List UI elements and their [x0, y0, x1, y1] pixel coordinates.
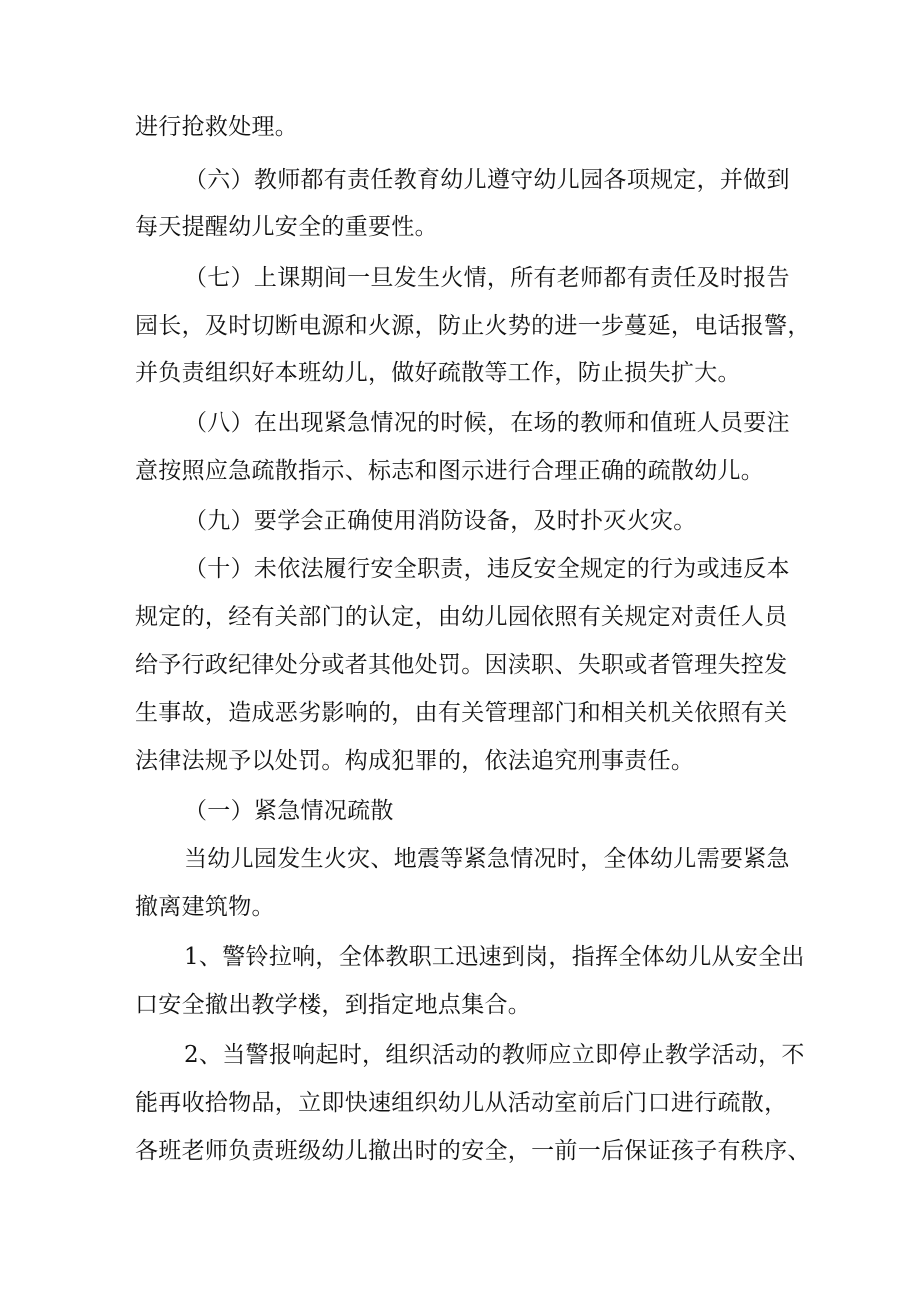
text-line: 能再收拾物品，立即快速组织幼儿从活动室前后门口进行疏散，: [135, 1090, 788, 1116]
text-line: 生事故，造成恶劣影响的，由有关管理部门和相关机关依照有关: [135, 700, 788, 726]
paragraph-six: （六）教师都有责任教育幼儿遵守幼儿园各项规定，并做到: [184, 167, 790, 193]
text-line: 撤离建筑物。: [135, 894, 275, 920]
paragraph-ten: （十）未依法履行安全职责，违反安全规定的行为或违反本: [184, 556, 790, 582]
paragraph-evacuation-intro: 当幼儿园发生火灾、地震等紧急情况时，全体幼儿需要紧急: [184, 846, 790, 872]
text-line: 各班老师负责班级幼儿撤出时的安全，一前一后保证孩子有秩序、: [135, 1138, 811, 1164]
text-line: 给予行政纪律处分或者其他处罚。因渎职、失职或者管理失控发: [135, 652, 788, 678]
text-line: 并负责组织好本班幼儿，做好疏散等工作，防止损失扩大。: [135, 360, 741, 386]
text-line: 规定的，经有关部门的认定，由幼儿园依照有关规定对责任人员: [135, 604, 788, 630]
paragraph-eight: （八）在出现紧急情况的时候，在场的教师和值班人员要注: [184, 410, 790, 436]
section-heading-emergency-evacuation: （一）紧急情况疏散: [184, 798, 394, 824]
item-one: 1、警铃拉响，全体教职工迅速到岗，指挥全体幼儿从安全出: [184, 944, 805, 970]
text-line: 园长，及时切断电源和火源，防止火势的进一步蔓延，电话报警，: [135, 313, 811, 339]
text-line: 法律法规予以处罚。构成犯罪的，依法追究刑事责任。: [135, 748, 695, 774]
text-line: 每天提醒幼儿安全的重要性。: [135, 214, 438, 240]
text-line: 口安全撤出教学楼，到指定地点集合。: [135, 992, 532, 1018]
text-line: 进行抢救处理。: [135, 114, 299, 140]
text-line: 意按照应急疏散指示、标志和图示进行合理正确的疏散幼儿。: [135, 458, 765, 484]
item-two: 2、当警报响起时，组织活动的教师应立即停止教学活动，不: [184, 1042, 805, 1068]
paragraph-seven: （七）上课期间一旦发生火情，所有老师都有责任及时报告: [184, 265, 790, 291]
paragraph-nine: （九）要学会正确使用消防设备，及时扑灭火灾。: [184, 508, 697, 534]
